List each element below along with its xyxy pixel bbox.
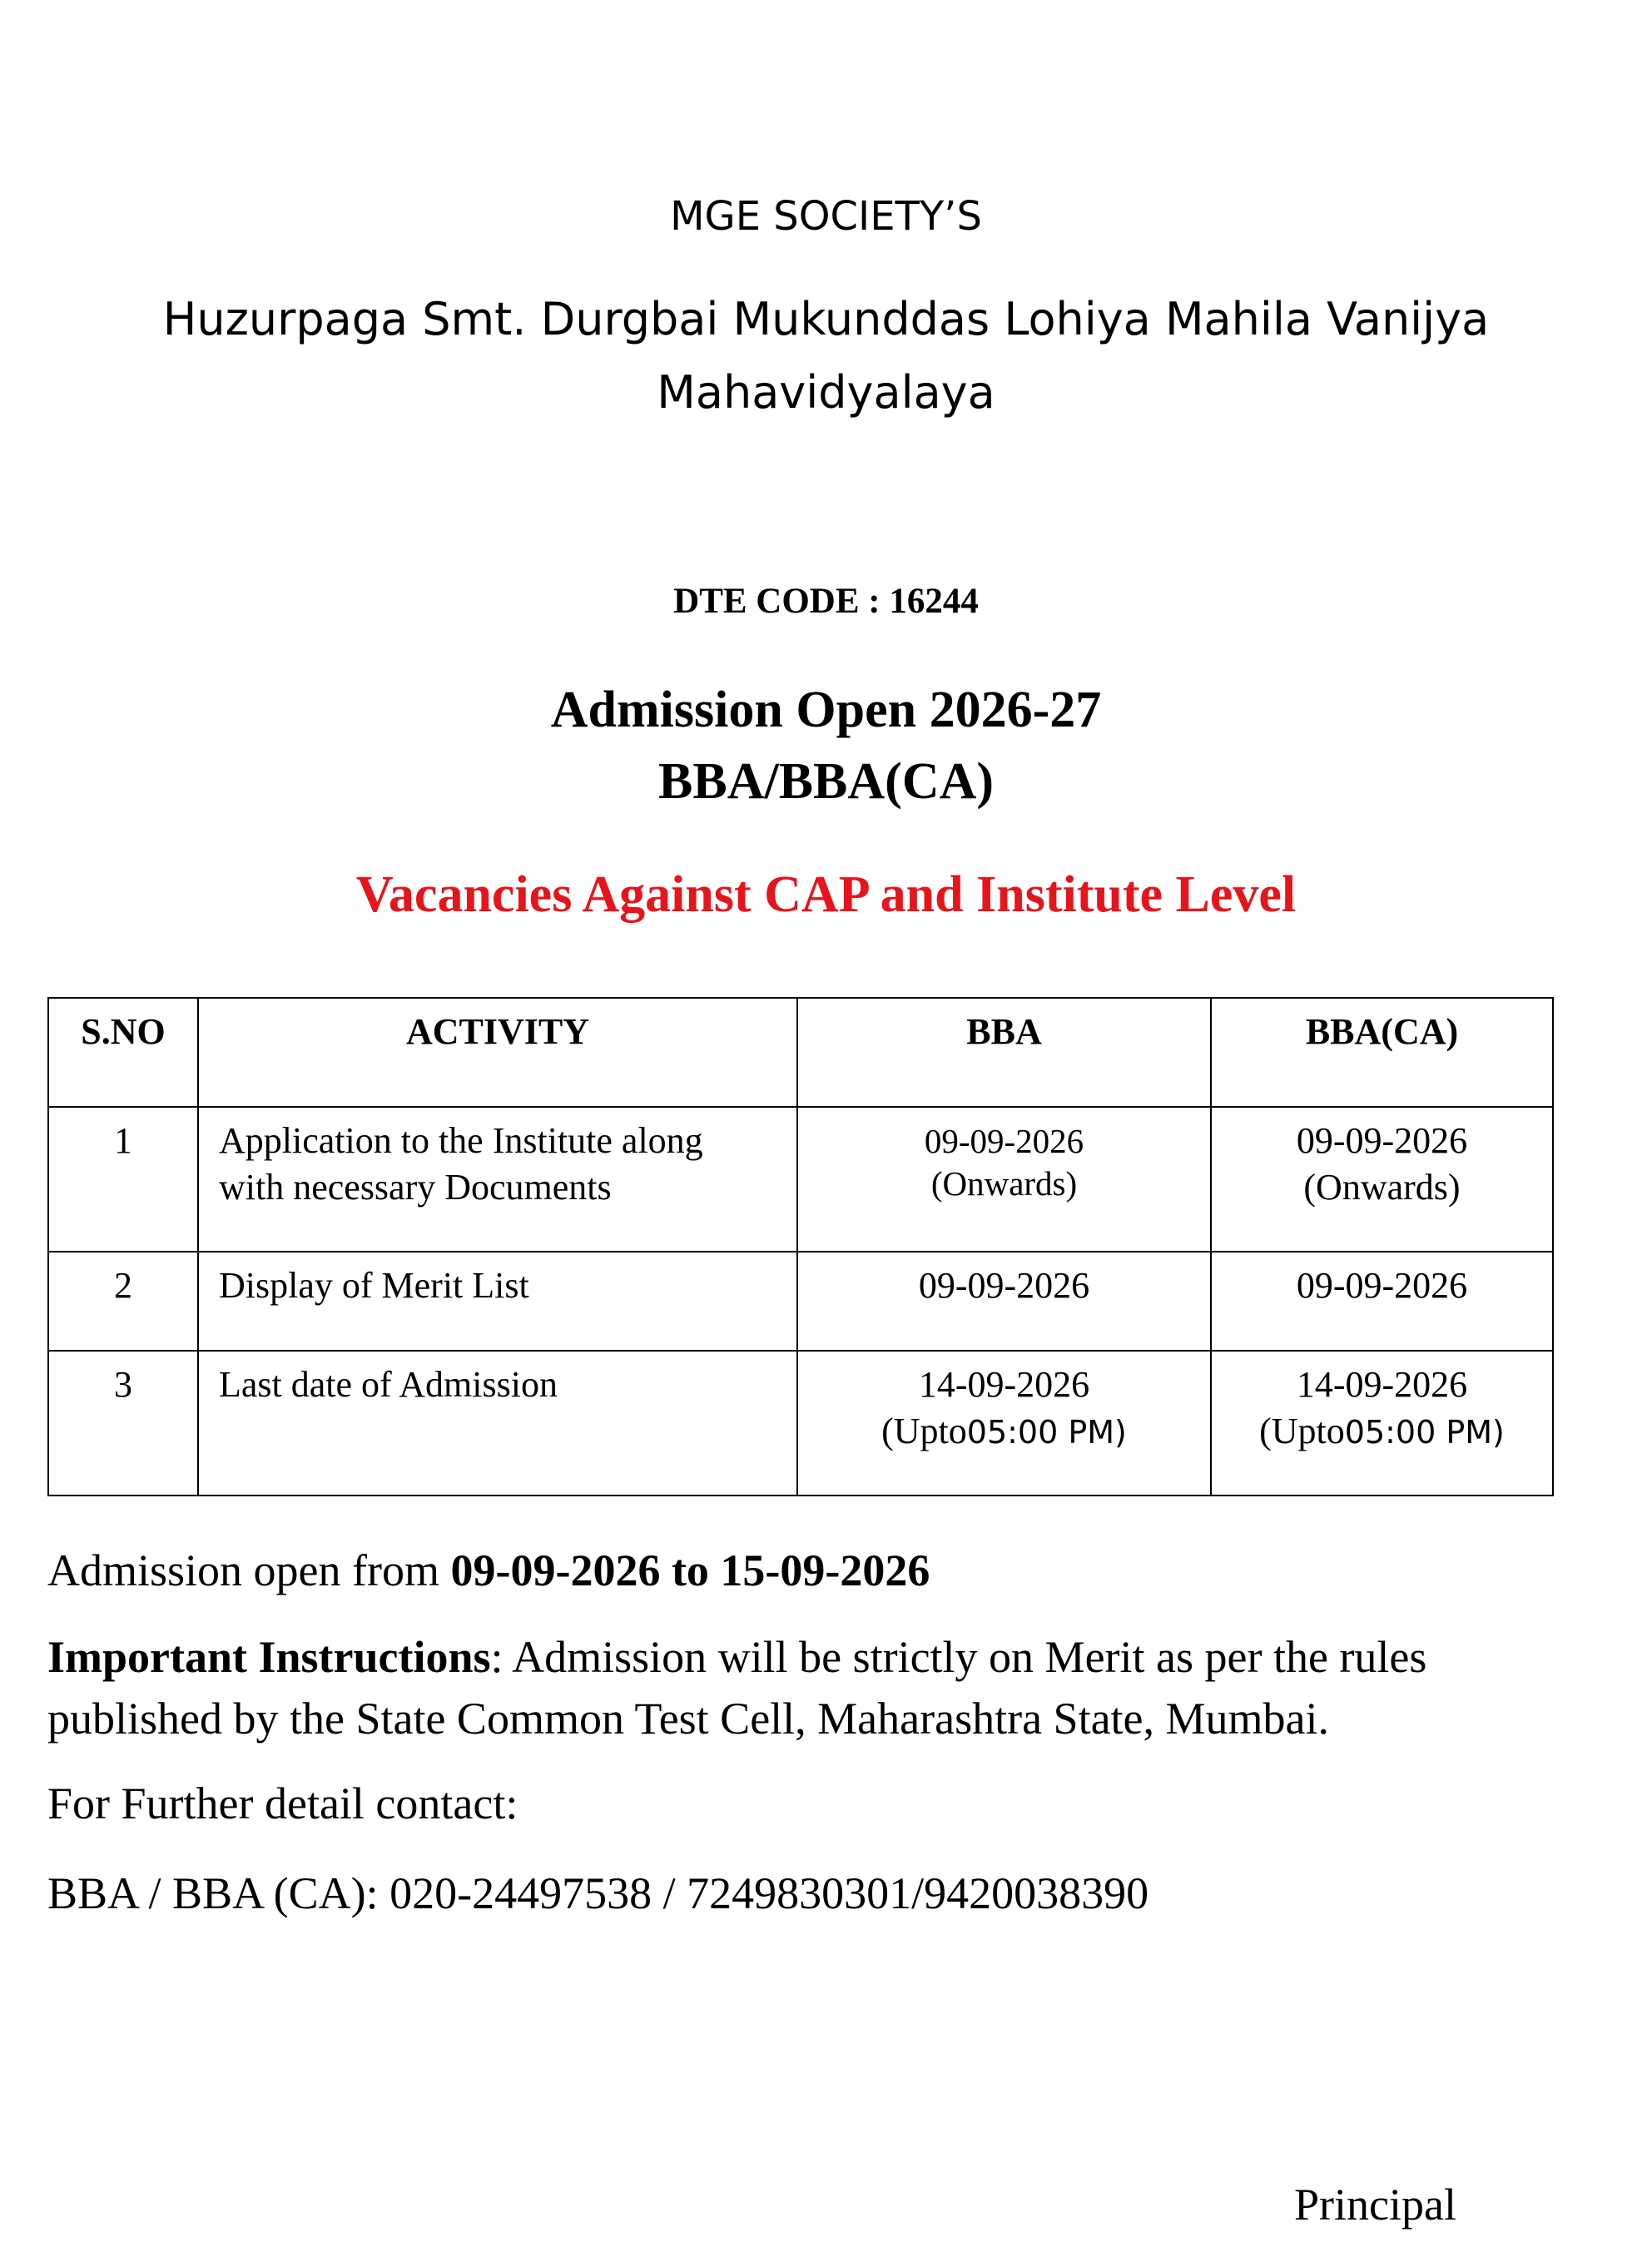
admission-heading: [0, 674, 1652, 817]
table-row: [48, 1351, 1553, 1496]
row-activity: [198, 1351, 797, 1496]
row-bba: [797, 1351, 1211, 1496]
admission-open-dates: [47, 1540, 1579, 1601]
row-activity: [198, 1107, 797, 1252]
society-name: MGE SOCIETY’S: [670, 193, 982, 240]
bbaca-note: [1212, 1408, 1552, 1456]
contact-intro: For Further detail contact:: [47, 1778, 518, 1828]
row-bbaca: [1211, 1252, 1553, 1351]
activity-line: Application to the Institute along: [219, 1120, 703, 1161]
instructions-text: : Admission will be strictly on Merit as per the rules published by the State Common Test Cell, Maharashtra State, Mumbai.: [47, 1632, 1427, 1744]
note-time: 05:00 PM): [966, 1414, 1127, 1451]
bba-date: 09-09-2026: [918, 1265, 1090, 1306]
header-activity: ACTIVITY: [198, 998, 797, 1107]
header-bbaca: BBA(CA): [1211, 998, 1553, 1107]
admission-open-range: 09-09-2026 to 15-09-2026: [450, 1545, 930, 1595]
programs-title: BBA/BBA(CA): [657, 753, 995, 810]
contact-phone: BBA / BBA (CA): 020-24497538 / 7249830301/9420038390: [47, 1868, 1149, 1918]
activity-line: Last date of Admission: [219, 1364, 558, 1405]
bba-note: (Onwards): [930, 1164, 1078, 1203]
table-row: [48, 1252, 1553, 1351]
header-sno: S.NO: [48, 998, 198, 1107]
row-sno: 3: [48, 1351, 198, 1496]
bbaca-date: 14-09-2026: [1296, 1364, 1468, 1405]
row-bba: [797, 1107, 1211, 1252]
row-bba: [797, 1252, 1211, 1351]
admission-schedule-table: [47, 997, 1554, 1496]
bba-note: [798, 1408, 1210, 1456]
bbaca-note: (Onwards): [1303, 1167, 1461, 1208]
admission-title: Admission Open 2026-27: [550, 682, 1102, 738]
table-header-row: [48, 998, 1553, 1107]
note-time: 05:00 PM): [1344, 1414, 1505, 1451]
row-bbaca: [1211, 1351, 1553, 1496]
college-name-line1: Huzurpaga Smt. Durgbai Mukunddas Lohiya Mahila Vanijya: [162, 293, 1490, 345]
activity-line: with necessary Documents: [219, 1167, 612, 1208]
row-sno: 1: [48, 1107, 198, 1252]
vacancies-title: Vacancies Against CAP and Institute Level: [355, 866, 1297, 923]
admission-open-prefix: Admission open from: [47, 1545, 451, 1595]
signatory-principal: Principal: [1294, 2180, 1456, 2230]
bbaca-date: 09-09-2026: [1296, 1265, 1468, 1306]
college-name-line2: Mahavidyalaya: [657, 366, 995, 419]
note-prefix: (Upto: [881, 1411, 967, 1451]
bba-date: 09-09-2026: [924, 1122, 1084, 1160]
bba-date: 14-09-2026: [918, 1364, 1090, 1405]
instructions-label: Important Instructions: [47, 1632, 491, 1682]
important-instructions: [47, 1626, 1579, 1749]
table-row: [48, 1107, 1553, 1252]
header-bba: BBA: [797, 998, 1211, 1107]
row-activity: [198, 1252, 797, 1351]
note-prefix: (Upto: [1259, 1411, 1345, 1451]
bbaca-date: 09-09-2026: [1296, 1120, 1468, 1161]
row-bbaca: [1211, 1107, 1553, 1252]
dte-code: DTE CODE : 16244: [673, 582, 979, 621]
activity-line: Display of Merit List: [219, 1265, 529, 1306]
row-sno: 2: [48, 1252, 198, 1351]
